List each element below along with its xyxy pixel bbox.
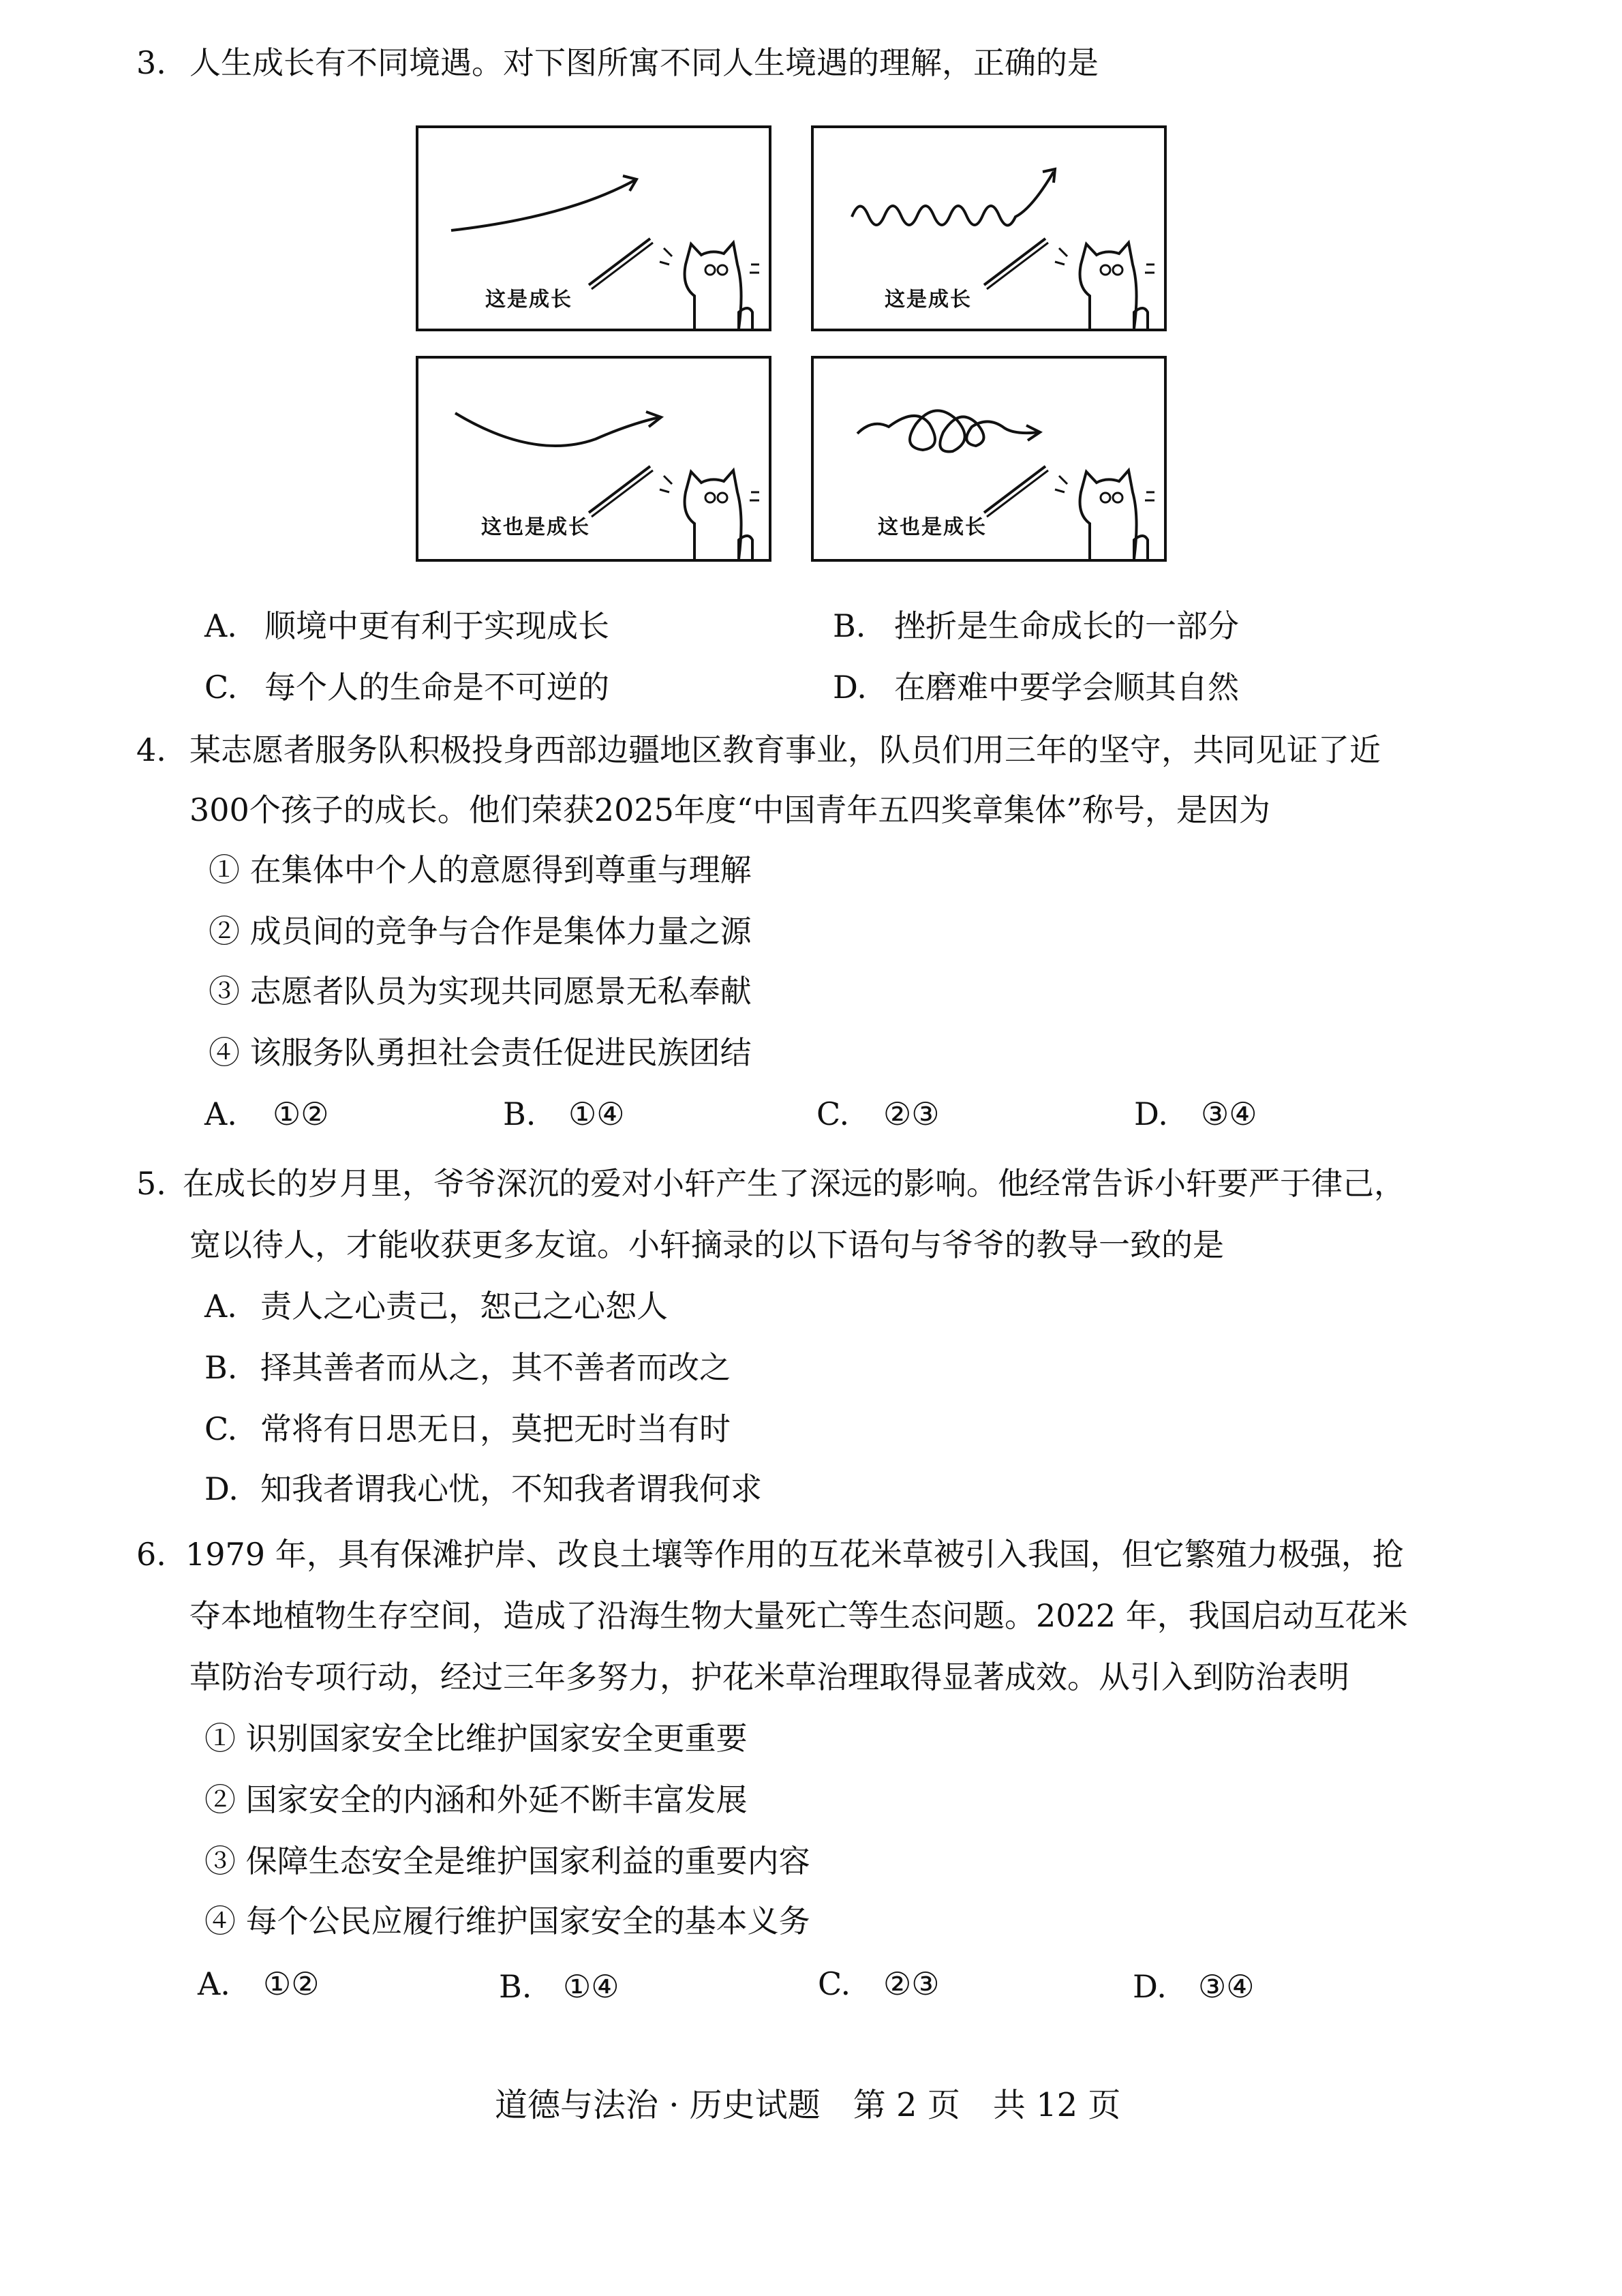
q5-option-d-text: 知我者谓我心忧，不知我者谓我何求 (260, 1470, 762, 1507)
q3-panel-1 (416, 125, 771, 331)
q4-option-b-text: ①④ (568, 1096, 625, 1132)
q5-option-d-letter: D. (204, 1470, 239, 1507)
q4-option-a-text: ①② (273, 1096, 329, 1132)
q5-option-a-letter: A. (204, 1288, 237, 1325)
q6-option-c-letter: C. (818, 1965, 851, 2002)
q3-option-b-text: 挫折是生命成长的一部分 (894, 607, 1239, 644)
q4-item-4: ④ 该服务队勇担社会责任促进民族团结 (209, 1034, 752, 1071)
q3-option-a-text: 顺境中更有利于实现成长 (264, 607, 609, 644)
q5-option-b-letter: B. (204, 1349, 238, 1386)
q5-stem-line-2: 宽以待人，才能收获更多友谊。小轩摘录的以下语句与爷爷的教导一致的是 (189, 1226, 1224, 1263)
q6-option-d-letter: D. (1133, 1968, 1167, 2005)
q4-item-2: ② 成员间的竞争与合作是集体力量之源 (209, 913, 752, 950)
q3-panel-3 (416, 356, 771, 562)
q4-stem-line-1: 某志愿者服务队积极投身西部边疆地区教育事业，队员们用三年的坚守，共同见证了近 (189, 731, 1381, 768)
q5-stem-line-1: 在成长的岁月里，爷爷深沉的爱对小轩产生了深远的影响。他经常告诉小轩要严于律己， (183, 1165, 1405, 1202)
q3-option-c-text: 每个人的生命是不可逆的 (264, 669, 609, 706)
q5-option-c-text: 常将有日思无日，莫把无时当有时 (260, 1410, 731, 1447)
q6-option-b-letter: B. (499, 1968, 532, 2005)
q5-number: 5. (136, 1165, 166, 1202)
q3-number: 3. (136, 44, 166, 81)
q3-panel-2-caption: 这是成长 (885, 288, 972, 312)
q4-number: 4. (136, 731, 166, 768)
q6-number: 6. (136, 1536, 166, 1573)
q6-item-1: ① 识别国家安全比维护国家安全更重要 (204, 1720, 748, 1757)
q6-item-3: ③ 保障生态安全是维护国家利益的重要内容 (204, 1843, 810, 1879)
q6-option-b-text: ①④ (563, 1968, 619, 2005)
q4-option-c-text: ②③ (883, 1096, 940, 1132)
q3-panel-2 (811, 125, 1167, 331)
q3-option-d-letter: D. (833, 669, 867, 706)
q3-option-b-letter: B. (833, 607, 866, 644)
page-footer: 道德与法治 · 历史试题 第 2 页 共 12 页 (495, 2086, 1121, 2124)
q3-option-c-letter: C. (204, 669, 238, 706)
q4-option-d-letter: D. (1134, 1096, 1168, 1132)
q3-panel-1-caption: 这是成长 (485, 288, 572, 312)
q6-item-4: ④ 每个公民应履行维护国家安全的基本义务 (204, 1903, 810, 1939)
q3-stem: 人生成长有不同境遇。对下图所寓不同人生境遇的理解，正确的是 (189, 44, 1099, 81)
q4-item-3: ③ 志愿者队员为实现共同愿景无私奉献 (209, 973, 752, 1010)
q6-option-d-text: ③④ (1198, 1968, 1255, 2005)
q6-option-a-letter: A. (198, 1965, 230, 2002)
q6-stem-line-2: 夺本地植物生存空间，造成了沿海生物大量死亡等生态问题。2022 年，我国启动互花米 (189, 1597, 1408, 1634)
q4-option-a-letter: A. (204, 1096, 237, 1132)
q3-option-d-text: 在磨难中要学会顺其自然 (894, 669, 1239, 706)
q4-item-1: ① 在集体中个人的意愿得到尊重与理解 (209, 851, 752, 888)
q6-stem-line-1: 1979 年，具有保滩护岸、改良土壤等作用的互花米草被引入我国，但它繁殖力极强，抢 (185, 1536, 1404, 1573)
q3-option-a-letter: A. (204, 607, 237, 644)
q6-option-a-text: ①② (263, 1965, 320, 2002)
q3-panel-3-caption: 这也是成长 (481, 515, 590, 539)
q6-option-c-text: ②③ (883, 1965, 940, 2002)
q4-option-c-letter: C. (816, 1096, 850, 1132)
q4-stem-line-2: 300个孩子的成长。他们荣获2025年度“中国青年五四奖章集体”称号，是因为 (189, 791, 1270, 828)
q5-option-a-text: 责人之心责己，恕己之心恕人 (260, 1288, 668, 1325)
q6-item-2: ② 国家安全的内涵和外延不断丰富发展 (204, 1781, 748, 1818)
q4-option-b-letter: B. (503, 1096, 536, 1132)
q5-option-c-letter: C. (204, 1410, 238, 1447)
q3-panel-4 (811, 356, 1167, 562)
q3-panel-4-caption: 这也是成长 (878, 515, 987, 539)
q6-stem-line-3: 草防治专项行动，经过三年多努力，护花米草治理取得显著成效。从引入到防治表明 (189, 1659, 1349, 1695)
q5-option-b-text: 择其善者而从之，其不善者而改之 (260, 1349, 731, 1386)
q4-option-d-text: ③④ (1201, 1096, 1257, 1132)
